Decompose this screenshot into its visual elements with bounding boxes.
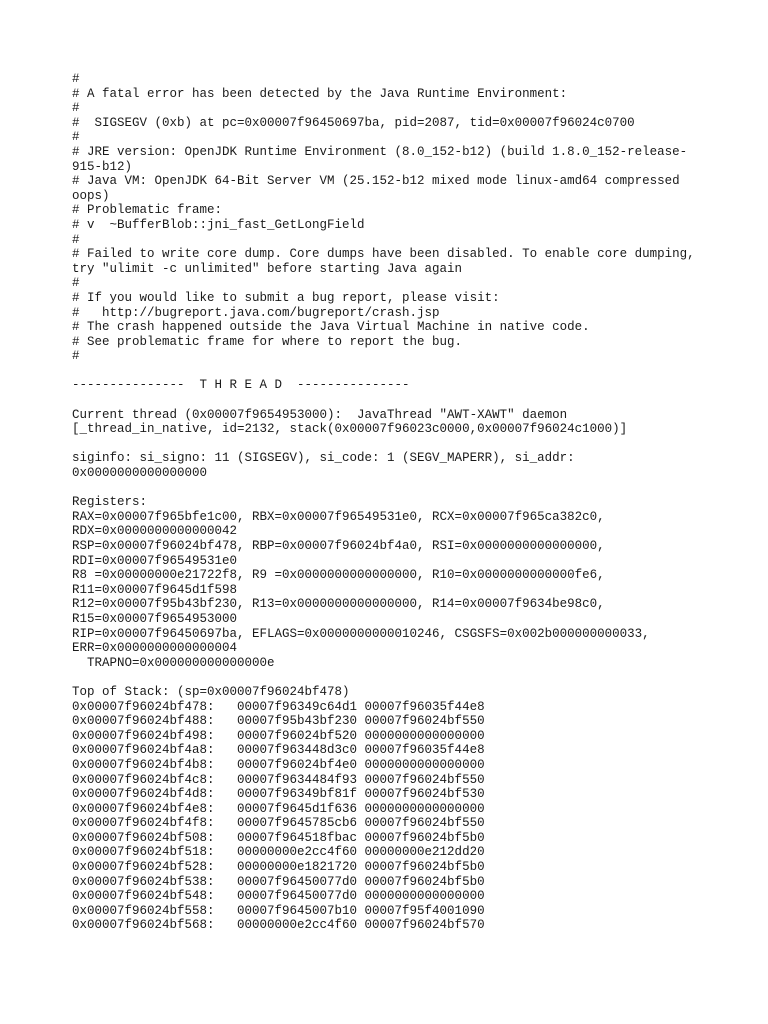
log-line: # Java VM: OpenJDK 64-Bit Server VM (25.152-b12 mixed mode linux-amd64 compressed — [72, 174, 680, 189]
log-line: # Problematic frame: — [72, 203, 223, 218]
log-line — [72, 393, 712, 408]
log-line: RAX=0x00007f965bfe1c00, RBX=0x00007f96549531e0, RCX=0x00007f965ca382c0, — [72, 509, 605, 524]
log-line: # See problematic frame for where to report the bug. — [72, 334, 463, 349]
log-line: 0x00007f96024bf4f8: 00007f9645785cb6 00007f96024bf550 — [72, 816, 485, 831]
log-line: siginfo: si_signo: 11 (SIGSEGV), si_code: 1 (SEGV_MAPERR), si_addr: — [72, 451, 575, 466]
log-line: 0x00007f96024bf488: 00007f95b43bf230 00007f96024bf550 — [72, 714, 485, 729]
log-line: R15=0x00007f9654953000 — [72, 611, 238, 626]
log-line: 0x00007f96024bf4d8: 00007f96349bf81f 00007f96024bf530 — [72, 787, 485, 802]
log-line: 0x00007f96024bf4a8: 00007f963448d3c0 00007f96035f44e8 — [72, 743, 485, 758]
log-line: # — [72, 349, 80, 364]
log-line: 0x00007f96024bf568: 00000000e2cc4f60 00007f96024bf570 — [72, 918, 485, 933]
log-line: oops) — [72, 188, 110, 203]
log-line: # JRE version: OpenJDK Runtime Environment (8.0_152-b12) (build 1.8.0_152-release- — [72, 144, 688, 159]
log-line: # v ~BufferBlob::jni_fast_GetLongField — [72, 217, 365, 232]
log-line: 0x00007f96024bf558: 00007f9645007b10 00007f95f4001090 — [72, 903, 485, 918]
log-line: # If you would like to submit a bug report, please visit: — [72, 290, 500, 305]
log-line: # — [72, 101, 80, 116]
log-line: # — [72, 72, 80, 86]
log-line: R12=0x00007f95b43bf230, R13=0x0000000000000000, R14=0x00007f9634be98c0, — [72, 597, 605, 612]
log-line: TRAPNO=0x000000000000000e — [72, 655, 275, 670]
log-line: # http://bugreport.java.com/bugreport/crash.jsp — [72, 305, 440, 320]
log-line: RDI=0x00007f96549531e0 — [72, 553, 238, 568]
log-line — [72, 437, 712, 452]
log-line: ERR=0x0000000000000004 — [72, 641, 238, 656]
log-line: # — [72, 276, 80, 291]
log-line: 0x00007f96024bf4e8: 00007f9645d1f636 0000000000000000 — [72, 801, 485, 816]
log-line: --------------- T H R E A D --------------- — [72, 378, 410, 393]
log-line: try "ulimit -c unlimited" before starting Java again — [72, 261, 463, 276]
log-line — [72, 364, 712, 379]
log-line: RIP=0x00007f96450697ba, EFLAGS=0x0000000000010246, CSGSFS=0x002b000000000033, — [72, 626, 650, 641]
log-line — [72, 481, 712, 496]
log-line: R11=0x00007f9645d1f598 — [72, 582, 238, 597]
crash-log-document — [72, 72, 712, 933]
log-line — [72, 670, 712, 685]
log-line: 0x00007f96024bf498: 00007f96024bf520 0000000000000000 — [72, 728, 485, 743]
log-line: # SIGSEGV (0xb) at pc=0x00007f96450697ba, pid=2087, tid=0x00007f96024c0700 — [72, 115, 635, 130]
log-line: 0x00007f96024bf4b8: 00007f96024bf4e0 0000000000000000 — [72, 757, 485, 772]
log-line: RDX=0x0000000000000042 — [72, 524, 238, 539]
log-line: RSP=0x00007f96024bf478, RBP=0x00007f96024bf4a0, RSI=0x0000000000000000, — [72, 539, 605, 553]
log-line: 0x00007f96024bf518: 00000000e2cc4f60 00000000e212dd20 — [72, 845, 485, 860]
log-line: 0x00007f96024bf478: 00007f96349c64d1 00007f96035f44e8 — [72, 699, 485, 714]
log-line: 0x00007f96024bf4c8: 00007f9634484f93 00007f96024bf550 — [72, 772, 485, 787]
log-line: 0x00007f96024bf528: 00000000e1821720 00007f96024bf5b0 — [72, 860, 485, 875]
log-line: Top of Stack: (sp=0x00007f96024bf478) — [72, 684, 350, 699]
log-line: # A fatal error has been detected by the Java Runtime Environment: — [72, 86, 568, 101]
log-line: 0x0000000000000000 — [72, 466, 208, 481]
log-line: Current thread (0x00007f9654953000): JavaThread "AWT-XAWT" daemon — [72, 407, 568, 422]
log-line: 0x00007f96024bf548: 00007f96450077d0 0000000000000000 — [72, 889, 485, 904]
log-line: R8 =0x00000000e21722f8, R9 =0x0000000000000000, R10=0x0000000000000fe6, — [72, 568, 605, 583]
log-line: 915-b12) — [72, 159, 133, 174]
log-line: # The crash happened outside the Java Virtual Machine in native code. — [72, 320, 590, 335]
log-line: [_thread_in_native, id=2132, stack(0x00007f96023c0000,0x00007f96024c1000)] — [72, 422, 628, 437]
log-line: Registers: — [72, 495, 148, 510]
log-line: 0x00007f96024bf538: 00007f96450077d0 00007f96024bf5b0 — [72, 874, 485, 889]
log-line: # Failed to write core dump. Core dumps have been disabled. To enable core dumping, — [72, 247, 695, 262]
log-line: # — [72, 232, 80, 247]
log-line: 0x00007f96024bf508: 00007f964518fbac 00007f96024bf5b0 — [72, 830, 485, 845]
log-line: # — [72, 130, 80, 145]
